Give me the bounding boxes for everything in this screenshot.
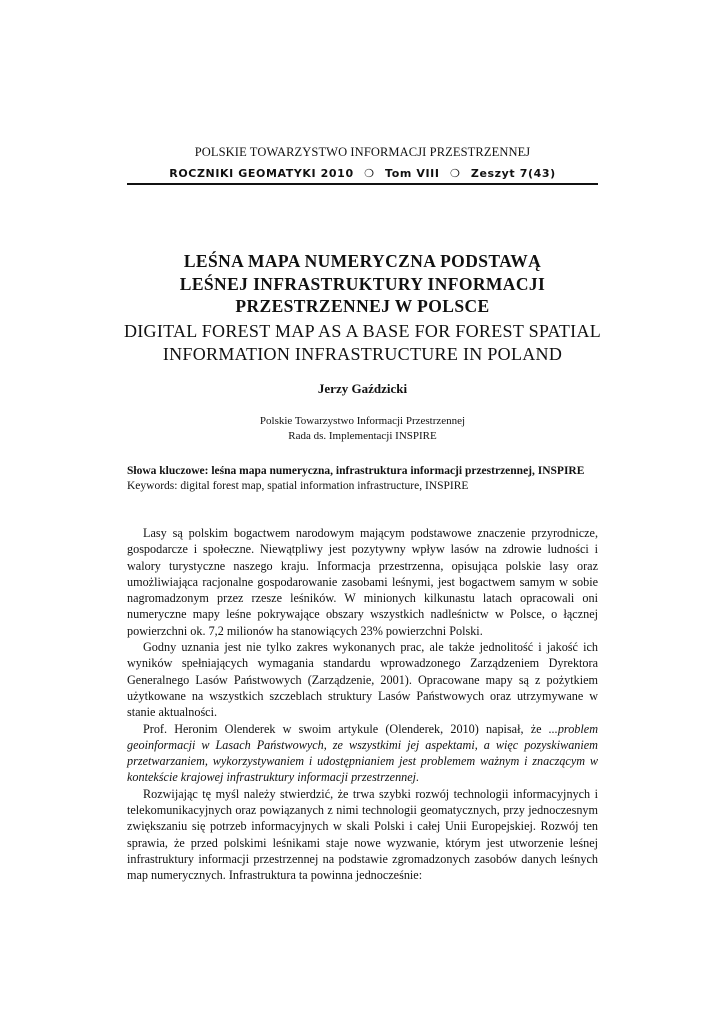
affiliation (127, 414, 598, 444)
title-english-line: INFORMATION INFRASTRUCTURE IN POLAND (162, 344, 563, 364)
body-text (127, 525, 598, 884)
paragraph: Godny uznania jest nie tylko zakres wykonanych prac, ale także jednolitość i jakość ich wyników spełniających wymagania standardu wprowadzonego Zarządzeniem Dyrektora Generalnego Lasów Państwowych (Zarządzenie, 2001). Opracowane mapy są z pożytkiem użytkowane na wszystkich szczeblach struktury Lasów Państwowych oraz utrzymywane w stanie aktualności. (127, 640, 598, 720)
keywords-block (127, 464, 607, 494)
title-polish-line: LEŚNA MAPA NUMERYCZNA PODSTAWĄ (183, 251, 542, 271)
author-name: Jerzy Gaździcki (317, 381, 408, 396)
title-polish-line: LEŚNEJ INFRASTRUKTURY INFORMACJI (179, 273, 546, 294)
journal-line (127, 165, 598, 182)
separator-circle-icon: ❍ (364, 167, 375, 180)
society-name: POLSKIE TOWARZYSTWO INFORMACJI PRZESTRZENNEJ (194, 145, 531, 159)
quotation: ...problem geoinformacji w Lasach Państwowych, ze wszystkimi jej aspektami, a więc pozyskiwaniem przetwarzaniem, wykorzystywaniem i udostępnianiem jest problemem ważnym i znaczącym w kontekście krajowej infrastruktury informacji przestrzennej. (127, 721, 598, 785)
separator-circle-icon: ❍ (449, 167, 461, 180)
paragraph-lead: Prof. Heronim Olenderek w swoim artykule (Olenderek, 2010) napisał, że (143, 721, 549, 736)
title-polish (127, 250, 598, 318)
journal-title: ROCZNIKI GEOMATYKI 2010 (169, 167, 354, 180)
keywords-polish: Słowa kluczowe: leśna mapa numeryczna, infrastruktura informacji przestrzennej, INSPIRE (127, 465, 585, 477)
journal-issue: Zeszyt 7(43) (470, 167, 556, 180)
affiliation-line: Polskie Towarzystwo Informacji Przestrzennej (259, 415, 466, 427)
title-english (120, 320, 605, 366)
journal-volume: Tom VIII (385, 167, 440, 180)
title-english-line: DIGITAL FOREST MAP AS A BASE FOR FOREST SPATIAL (123, 321, 602, 341)
paragraph (127, 721, 598, 786)
header-rule (127, 183, 598, 185)
affiliation-line: Rada ds. Implementacji INSPIRE (288, 430, 437, 442)
running-head (127, 144, 598, 182)
keywords-english: Keywords: digital forest map, spatial information infrastructure, INSPIRE (127, 480, 469, 492)
title-polish-line: PRZESTRZENNEJ W POLSCE (235, 296, 490, 316)
paragraph: Lasy są polskim bogactwem narodowym mającym podstawowe znaczenie przyrodnicze, gospodarcze i społeczne. Niewątpliwy jest pozytywny wpływ lasów na zdrowie ludności i walory turystyczne naszego kraju. Informacja przestrzenna, opisująca polskie lasy oraz umożliwiająca racjonalne gospodarowanie zasobami leśnymi, jest bogactwem samym w sobie nagromadzonym przez rzesze leśników. W minionych kilkunastu latach opracowali oni numeryczne mapy leśne pokrywające obszary wszystkich nadleśnictw w Polsce, o łącznej powierzchni ok. 7,2 milionów ha stanowiących 23% powierzchni Polski. (127, 526, 598, 638)
paragraph: Rozwijając tę myśl należy stwierdzić, że trwa szybki rozwój technologii informacyjnych i telekomunikacyjnych oraz powiązanych z nimi technologii geomatycznych, przy jednoczesnym zwiększaniu się potrzeb informacyjnych w skali Polski i całej Unii Europejskiej. Rozwój ten sprawia, że przed polskimi leśnikami staje nowe wyzwanie, którym jest utworzenie leśnej infrastruktury informacji przestrzennej na podstawie zgromadzonych zasobów danych leśnych map numerycznych. Infrastruktura ta powinna jednocześnie: (127, 786, 598, 883)
